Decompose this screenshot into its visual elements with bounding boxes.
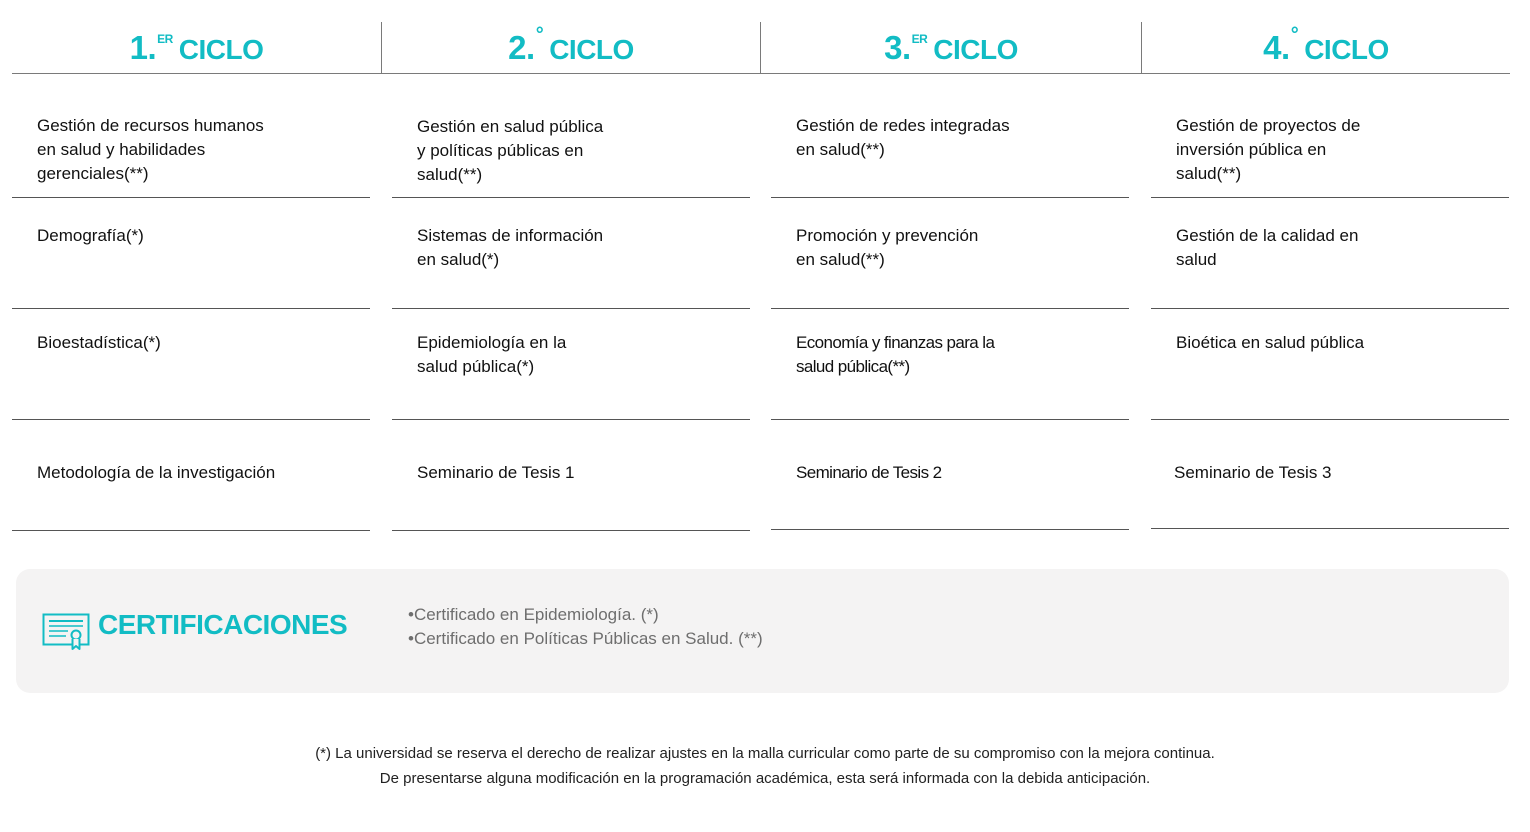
course-cell (1151, 420, 1509, 529)
course-cell (771, 420, 1129, 530)
course-cell (1151, 309, 1509, 420)
course-name: Seminario de Tesis 2 (796, 463, 942, 482)
course-cell (12, 309, 370, 420)
course-cell (12, 198, 370, 309)
course-name: Gestión de recursos humanos en salud y habilidades gerenciales(**) (37, 116, 264, 183)
cycle-ordinal: ER (911, 31, 928, 46)
certification-item: • Certificado en Epidemiología. (*) (408, 603, 763, 627)
course-name: Gestión de redes integradas en salud(**) (796, 116, 1010, 159)
course-cell (1151, 198, 1509, 309)
course-name: Economía y finanzas para la salud pública(**) (796, 333, 995, 376)
course-cell (771, 309, 1129, 420)
cycle-number: 4. (1263, 29, 1290, 66)
course-name: Bioética en salud pública (1176, 333, 1365, 352)
footnote-line: (*) La universidad se reserva el derecho de realizar ajustes en la malla curricular como parte de su compromiso con la mejora continua. (315, 745, 1215, 762)
cycle-number: 2. (508, 29, 535, 66)
cycle-3-heading (761, 22, 1141, 73)
course-cell (12, 74, 370, 198)
course-cell (771, 198, 1129, 309)
cycle-word: CICLO (549, 33, 634, 65)
course-name: Sistemas de información en salud(*) (417, 226, 604, 269)
certificate-icon (42, 613, 90, 651)
cycle-4-heading (1142, 22, 1510, 73)
cycle-1-heading (12, 22, 381, 73)
footnote (0, 741, 1530, 791)
cycle-ordinal: ° (1290, 24, 1299, 46)
certification-item: • Certificado en Políticas Públicas en Salud. (**) (408, 627, 763, 651)
course-name: Gestión de la calidad en salud (1176, 226, 1359, 269)
course-cell (392, 198, 750, 309)
cycle-number: 3. (884, 29, 911, 66)
footnote-line: De presentarse alguna modificación en la programación académica, esta será informada con la debida anticipación. (379, 770, 1151, 787)
course-name: Promoción y prevención en salud(**) (796, 226, 979, 269)
cycle-number: 1. (129, 29, 157, 66)
cycle-word: CICLO (933, 33, 1018, 65)
course-cell (392, 420, 750, 531)
certifications-panel (16, 569, 1509, 693)
course-name: Bioestadística(*) (37, 333, 161, 352)
course-cell (12, 420, 370, 531)
cycle-headers (12, 22, 1510, 74)
course-cell (392, 74, 750, 198)
course-cell (392, 309, 750, 420)
course-name: Epidemiología en la salud pública(*) (417, 333, 567, 376)
course-name: Metodología de la investigación (37, 463, 276, 482)
cycle-2-heading (382, 22, 760, 73)
course-name: Demografía(*) (37, 226, 144, 245)
certifications-list (408, 603, 763, 651)
cycle-ordinal: ER (157, 31, 173, 46)
course-cell (771, 74, 1129, 198)
course-name: Gestión en salud pública y políticas públicas en salud(**) (417, 117, 604, 184)
course-name: Gestión de proyectos de inversión pública en salud(**) (1176, 116, 1361, 183)
cycle-ordinal: ° (535, 24, 544, 46)
course-name: Seminario de Tesis 3 (1174, 463, 1332, 482)
cycle-word: CICLO (1304, 33, 1389, 65)
cycle-word: CICLO (178, 33, 264, 65)
certifications-title: CERTIFICACIONES (98, 609, 348, 640)
course-name: Seminario de Tesis 1 (417, 463, 575, 482)
course-cell (1151, 74, 1509, 198)
